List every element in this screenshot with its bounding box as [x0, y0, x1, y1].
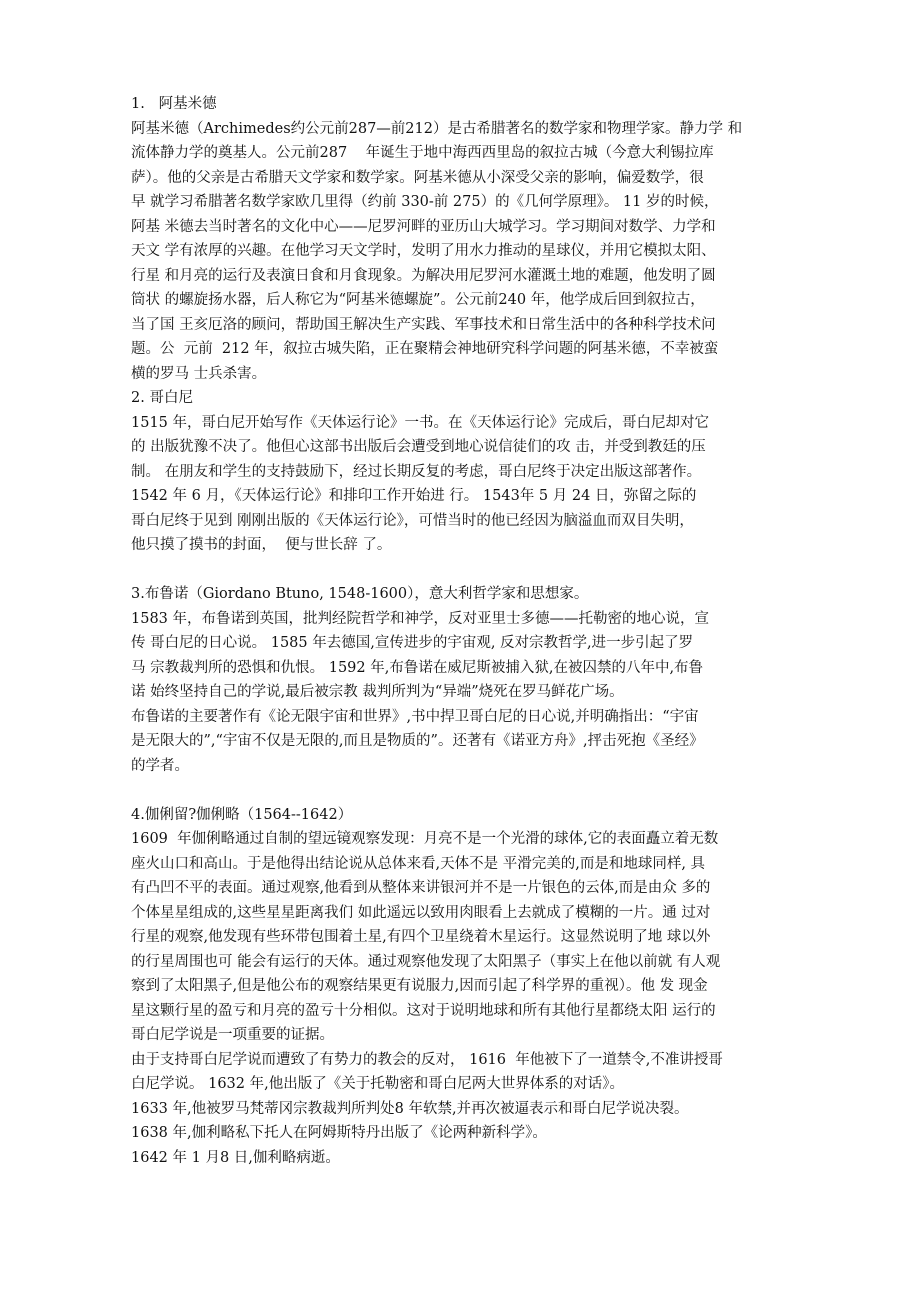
text-line: 1609 年伽俐略通过自制的望远镜观察发现：月亮不是一个光滑的球体,它的表面矗立着无数 [131, 831, 719, 847]
text-line: 阿基米德（Archimedes约公元前287—前212）是古希腊著名的数学家和物理学家。静力学 和 [131, 120, 743, 137]
text-line: 筒状 的螺旋扬水器，后人称它为“阿基米德螺旋”。公元前240 年，他学成后回到叙拉古， [131, 292, 705, 308]
text-line: 横的罗马 士兵杀害。 [131, 365, 267, 382]
text-line: 个体星星组成的,这些星星距离我们 如此遥远以致用肉眼看上去就成了模糊的一片。通 过对 [131, 904, 711, 921]
text-line: 有凸凹不平的表面。通过观察,他看到从整体来讲银河并不是一片银色的云体,而是由众 多的 [131, 880, 711, 896]
section-copernicus [131, 386, 801, 558]
text-line: 流体静力学的奠基人。公元前287 年诞生于地中海西西里岛的叙拉古城（今意大利锡拉库 [131, 145, 714, 161]
text-line: 座火山口和高山。于是他得出结论说从总体来看,天体不是 平滑完美的,而是和地球同样, 具 [131, 855, 706, 872]
text-line: 天文 学有浓厚的兴趣。在他学习天文学时，发明了用水力推动的星球仪，并用它模拟太阳、 [131, 243, 716, 259]
text-line: 布鲁诺的主要著作有《论无限宇宙和世界》,书中捍卫哥白尼的日心说,并明确指出：“宇宙 [131, 708, 699, 725]
section-bruno [131, 582, 801, 778]
text-line: 1583 年，布鲁诺到英国，批判经院哲学和神学，反对亚里士多德——托勒密的地心说，宣 [131, 610, 710, 627]
section-archimedes [131, 92, 801, 386]
text-line: 1542 年 6 月，《天体运行论》和排印工作开始进 行。 1543年 5 月 24 日，弥留之际的 [131, 488, 697, 504]
text-line: 白尼学说。 1632 年,他出版了《关于托勒密和哥白尼两大世界体系的对话》。 [131, 1076, 624, 1092]
section-heading: 1. 阿基米德 [131, 96, 217, 112]
text-line: 行星的观察,他发现有些环带包围着土星,有四个卫星绕着木星运行。这显然说明了地 球以外 [131, 929, 711, 945]
document-body [131, 92, 801, 1170]
text-line: 的 出版犹豫不决了。他但心这部书出版后会遭受到地心说信徒们的攻 击，并受到教廷的压 [131, 439, 706, 455]
section-galileo [131, 803, 801, 1171]
text-line: 由于支持哥白尼学说而遭致了有势力的教会的反对， 1616 年他被下了一道禁令,不准讲授哥 [131, 1051, 723, 1068]
text-line: 的行星周围也可 能会有运行的天体。通过观察他发现了太阳黑子（事实上在他以前就 有人观 [131, 953, 721, 970]
section-heading: 4.伽俐留?伽俐略（1564--1642） [131, 806, 353, 823]
text-line: 他只摸了摸书的封面， 便与世长辞 了。 [131, 537, 392, 553]
text-line: 察到了太阳黑子,但是他公布的观察结果更有说服力,因而引起了科学界的重视）。他 发 现金 [131, 978, 708, 994]
text-line: 当了国 王亥厄洛的顾问，帮助国王解决生产实践、军事技术和日常生活中的各种科学技术问 [131, 316, 716, 333]
text-line: 题。公 元前 212 年，叙拉古城失陷，正在聚精会神地研究科学问题的阿基米德，不幸被蛮 [131, 341, 719, 357]
text-line: 传 哥白尼的日心说。 1585 年去德国,宣传进步的宇宙观, 反对宗教哲学,进一步引起了罗 [131, 635, 694, 651]
text-line: 1515 年，哥白尼开始写作《天体运行论》一书。在《天体运行论》完成后，哥白尼却对它 [131, 414, 710, 431]
text-line: 星这颗行星的盈亏和月亮的盈亏十分相似。这对于说明地球和所有其他行星都绕太阳 运行的 [131, 1002, 716, 1019]
text-line: 1638 年,伽利略私下托人在阿姆斯特丹出版了《论两种新科学》。 [131, 1125, 547, 1141]
section-heading: 3.布鲁诺（Giordano Btuno, 1548-1600），意大利哲学家和思想家。 [131, 586, 589, 602]
text-line: 阿基 米德去当时著名的文化中心——尼罗河畔的亚历山大城学习。学习期间对数学、力学和 [131, 218, 716, 235]
spacer [131, 558, 801, 583]
text-line: 萨）。他的父亲是古希腊天文学家和数学家。阿基米德从小深受父亲的影响，偏爱数学，很 [131, 169, 704, 186]
text-line: 1633 年,他被罗马梵蒂冈宗教裁判所判处8 年软禁,并再次被逼表示和哥白尼学说决裂。 [131, 1100, 689, 1117]
text-line: 1642 年 1 月8 日,伽利略病逝。 [131, 1149, 340, 1166]
text-line: 哥白尼学说是一项重要的证据。 [131, 1027, 334, 1043]
text-line: 的学者。 [131, 757, 189, 774]
text-line: 早 就学习希腊著名数学家欧几里得（约前 330-前 275）的《几何学原理》。 11 岁的时候， [131, 194, 719, 210]
spacer [131, 778, 801, 803]
text-line: 是无限大的”,“宇宙不仅是无限的,而且是物质的”。还著有《诺亚方舟》,抨击死抱《圣经》 [131, 733, 704, 749]
text-line: 诺 始终坚持自己的学说,最后被宗教 裁判所判为“异端”烧死在罗马鲜花广场。 [131, 684, 624, 700]
text-line: 马 宗教裁判所的恐惧和仇恨。 1592 年,布鲁诺在威尼斯被捕入狱,在被囚禁的八年中,布鲁 [131, 659, 704, 676]
text-line: 制。 在朋友和学生的支持鼓励下，经过长期反复的考虑，哥白尼终于决定出版这部著作。 [131, 463, 702, 480]
text-line: 哥白尼终于见到 刚刚出版的《天体运行论》，可惜当时的他已经因为脑溢血而双目失明， [131, 512, 694, 529]
text-line: 行星 和月亮的运行及表演日食和月食现象。为解决用尼罗河水灌溉土地的难题，他发明了圆 [131, 267, 716, 284]
section-heading: 2. 哥白尼 [131, 390, 193, 406]
